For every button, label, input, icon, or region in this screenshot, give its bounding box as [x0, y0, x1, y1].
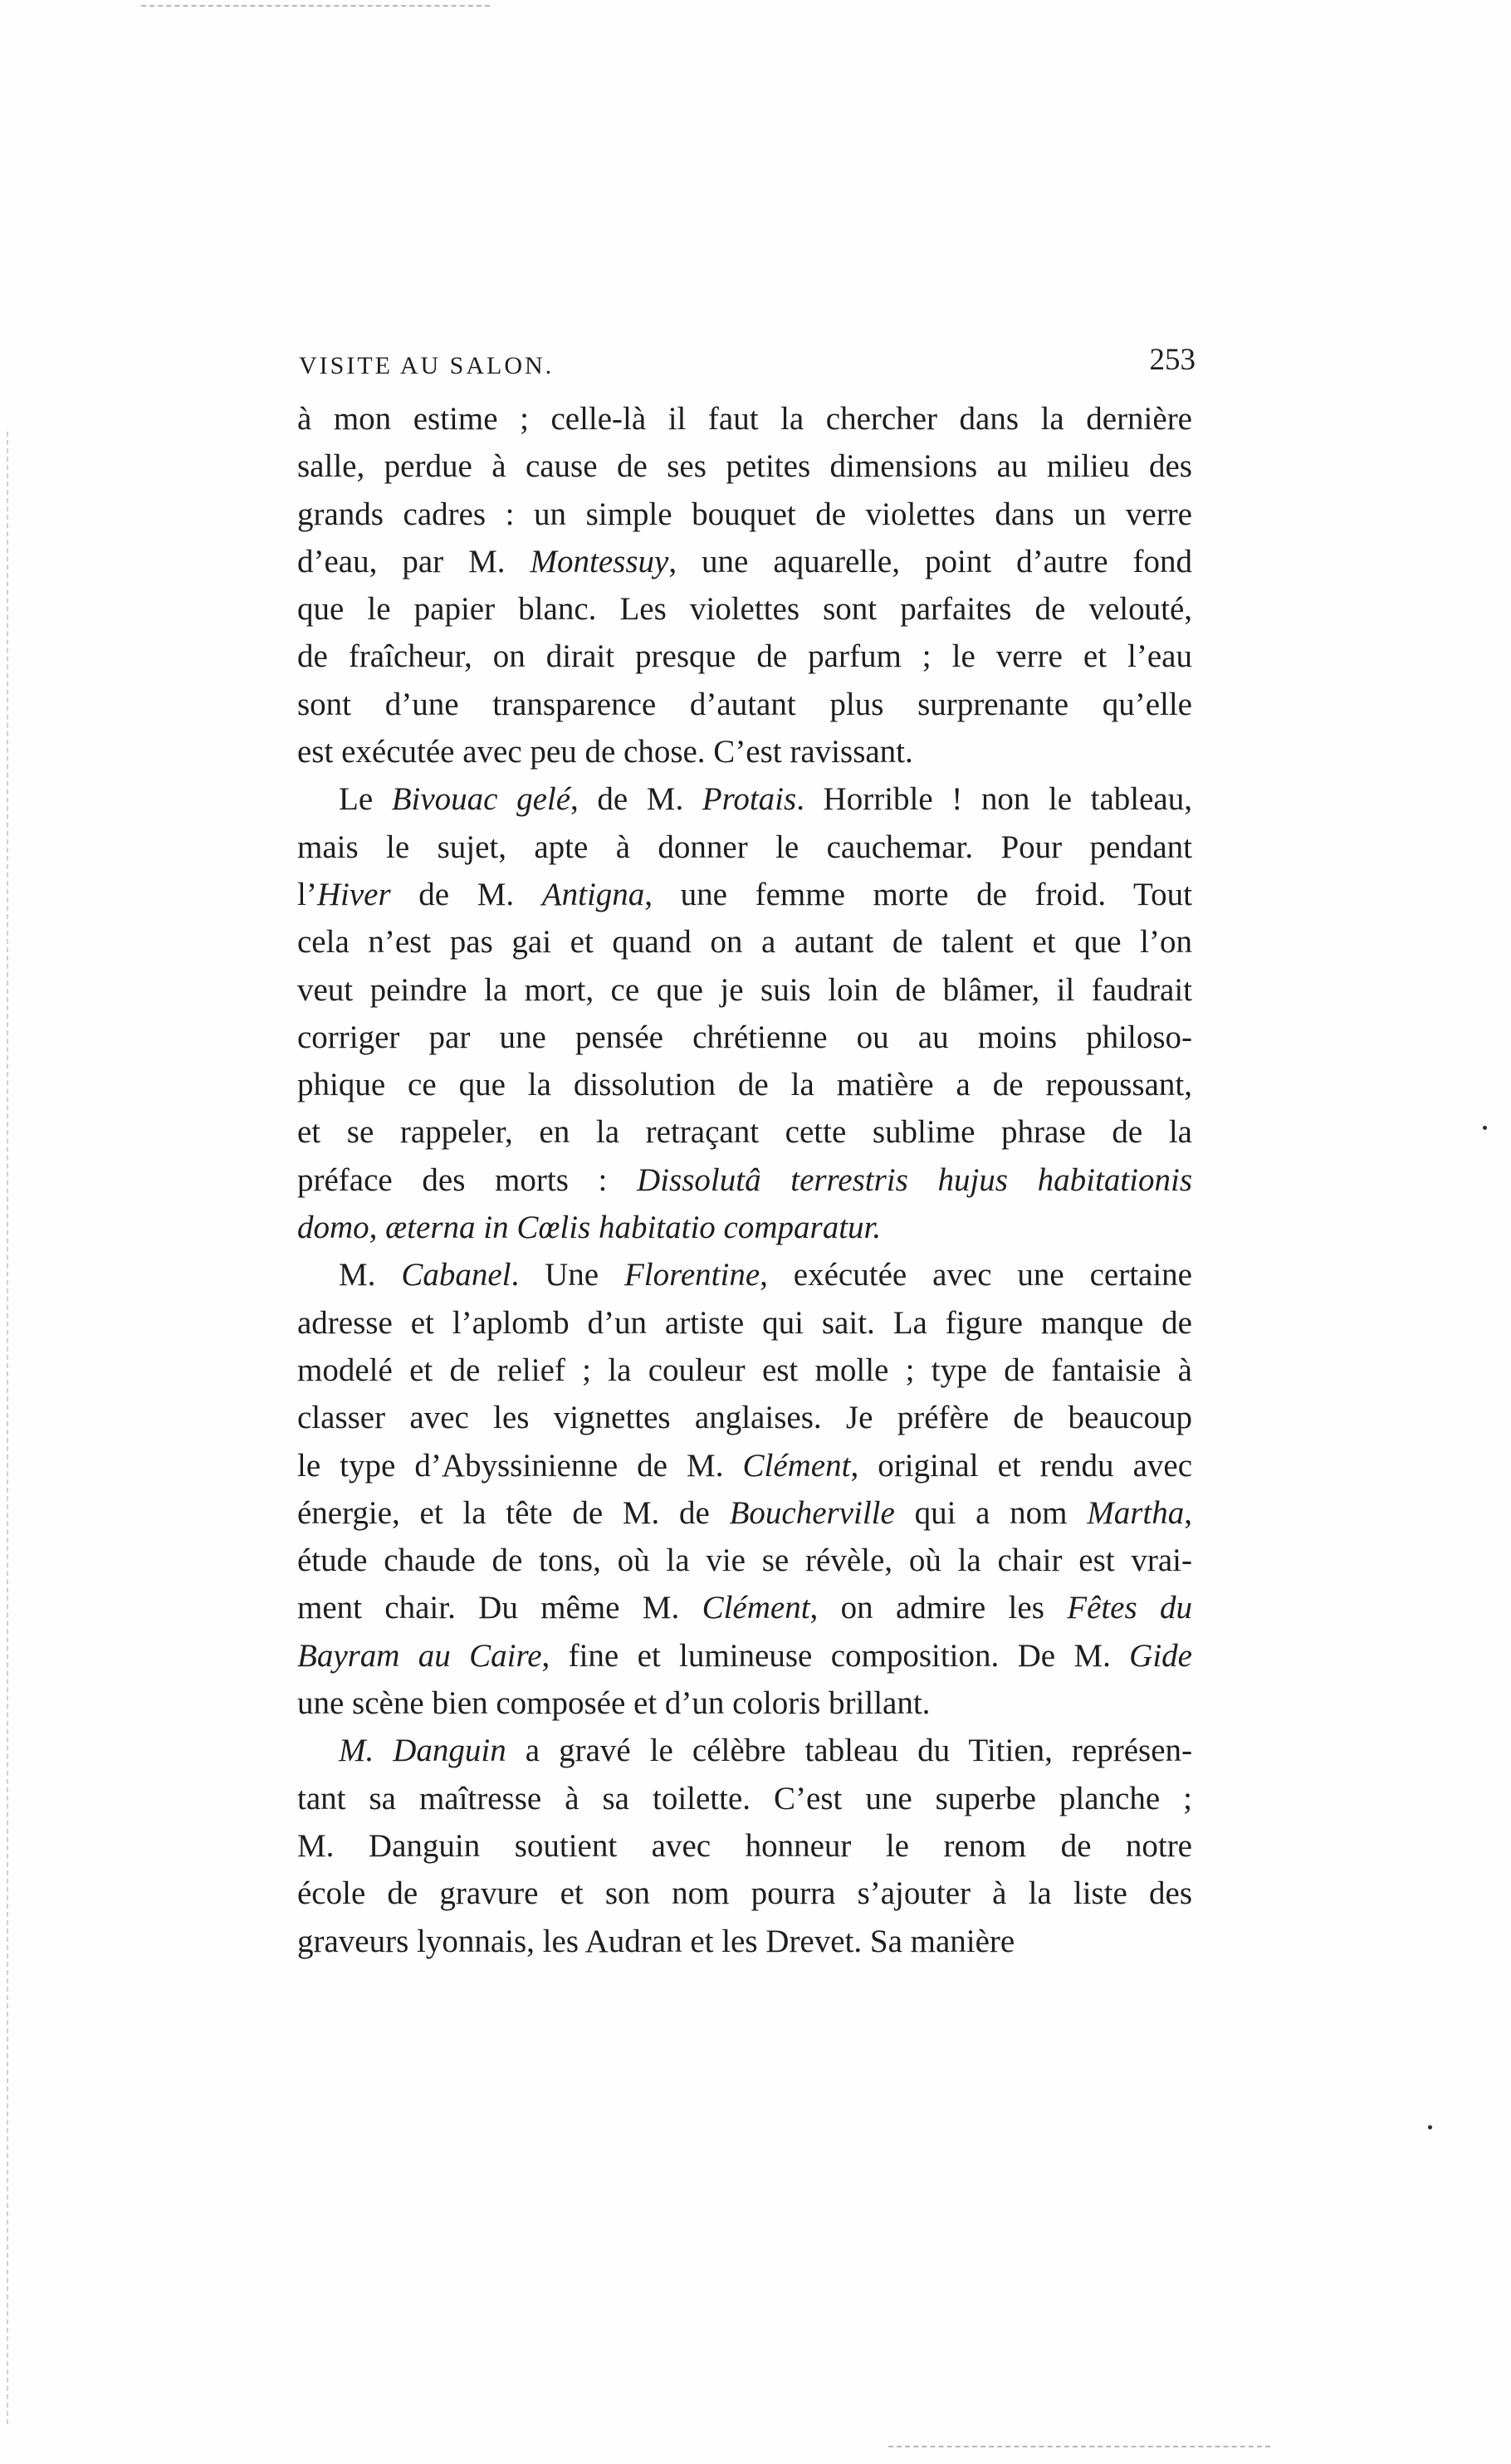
paragraph	[297, 1251, 1192, 1727]
text-line	[297, 824, 1192, 871]
text-line	[297, 1870, 1192, 1917]
paragraph	[297, 1727, 1192, 1964]
text-line	[297, 728, 1192, 775]
text-line	[297, 491, 1192, 538]
italic-text: Antigna	[541, 876, 645, 912]
text-line	[297, 918, 1192, 966]
text-line	[297, 871, 1192, 918]
text-run: , exécutée avec une certaine	[760, 1257, 1192, 1293]
text-run: qui a nom	[894, 1494, 1088, 1531]
italic-text: Hiver	[316, 876, 391, 912]
text-line	[297, 442, 1192, 490]
text-run: cela n’est pas gai et quand on a autant de talent et que l’on	[297, 924, 1192, 961]
text-run: préface des morts :	[297, 1161, 638, 1198]
text-run: et se rappeler, en la retraçant cette sublime phrase de la	[297, 1114, 1192, 1151]
text-line	[297, 1204, 1192, 1251]
text-run: adresse et l’aplomb d’un artiste qui sait. La figure manque de	[297, 1304, 1192, 1341]
text-line	[297, 1442, 1192, 1489]
scan-edge-bottom	[888, 2446, 1270, 2447]
italic-text: M. Danguin	[339, 1733, 506, 1769]
text-line	[297, 1775, 1192, 1822]
text-run: salle, perdue à cause de ses petites dimensions au milieu des	[297, 448, 1192, 485]
text-line	[297, 633, 1192, 680]
text-line	[297, 1299, 1192, 1347]
italic-text: Fêtes du	[1067, 1590, 1192, 1626]
text-run: d’eau, par M.	[297, 543, 531, 579]
text-line	[297, 775, 1192, 823]
body-text	[297, 395, 1192, 1965]
text-run: une scène bien composée et d’un coloris brillant.	[297, 1685, 931, 1722]
text-run: M.	[339, 1257, 402, 1293]
text-run: corriger par une pensée chrétienne ou au moins philoso-	[297, 1019, 1192, 1055]
text-run: ment chair. Du même M.	[297, 1590, 702, 1626]
text-line	[297, 1537, 1192, 1584]
text-run: modelé et de relief ; la couleur est molle ; type de fantaisie à	[297, 1352, 1192, 1388]
text-run: de fraîcheur, on dirait presque de parfum ; le verre et l’eau	[297, 638, 1192, 675]
italic-text: Boucherville	[729, 1494, 895, 1531]
running-head: VISITE AU SALON.	[299, 352, 555, 379]
italic-text: Bayram au Caire	[297, 1637, 542, 1674]
text-run: , fine et lumineuse composition. De M.	[541, 1637, 1130, 1674]
text-line	[297, 1108, 1192, 1156]
text-line	[297, 966, 1192, 1014]
text-run: de M.	[390, 876, 542, 912]
page-number: 253	[1149, 343, 1196, 377]
italic-text: domo, æterna in Cœlis habitatio comparatur.	[297, 1210, 882, 1246]
text-line	[297, 1584, 1192, 1631]
text-line	[297, 1727, 1192, 1774]
text-line	[297, 1822, 1192, 1870]
text-line	[297, 681, 1192, 728]
text-run: , une aquarelle, point d’autre fond	[668, 543, 1192, 579]
text-run: le type d’Abyssinienne de M.	[297, 1447, 743, 1484]
text-run: étude chaude de tons, où la vie se révèle, où la chair est vrai-	[297, 1542, 1192, 1579]
text-line	[297, 1061, 1192, 1108]
text-run: , de M.	[570, 781, 702, 818]
italic-text: Martha	[1087, 1494, 1185, 1531]
text-run: , on admire les	[809, 1590, 1068, 1626]
text-run: , original et rendu avec	[850, 1447, 1192, 1484]
text-run: l’	[297, 876, 317, 912]
ink-speck	[1428, 2125, 1432, 2129]
italic-text: Gide	[1129, 1637, 1192, 1674]
text-line	[297, 1632, 1192, 1679]
text-run: à mon estime ; celle-là il faut la chercher dans la dernière	[297, 401, 1192, 437]
ink-speck	[1483, 1126, 1487, 1130]
text-run: classer avec les vignettes anglaises. Je préfère de beaucoup	[297, 1400, 1192, 1436]
italic-text: Protais	[702, 781, 797, 818]
text-line	[297, 1347, 1192, 1394]
paragraph	[297, 775, 1192, 1251]
italic-text: Clément	[702, 1590, 810, 1626]
text-run: . Une	[511, 1257, 624, 1293]
text-run: tant sa maîtresse à sa toilette. C’est une superbe planche ;	[297, 1780, 1192, 1816]
text-run: sont d’une transparence d’autant plus surprenante qu’elle	[297, 686, 1192, 722]
paragraph	[297, 395, 1192, 775]
text-run: ,	[1184, 1494, 1192, 1531]
text-line	[297, 1679, 1192, 1727]
text-line	[297, 1251, 1192, 1298]
text-run: école de gravure et son nom pourra s’ajouter à la liste des	[297, 1875, 1192, 1912]
text-line	[297, 1489, 1192, 1537]
text-line	[297, 1918, 1192, 1965]
text-run: phique ce que la dissolution de la matière a de repoussant,	[297, 1067, 1192, 1103]
text-run: a gravé le célèbre tableau du Titien, représen-	[506, 1733, 1192, 1769]
scan-edge-left	[7, 432, 8, 2424]
text-line	[297, 395, 1192, 442]
italic-text: Montessuy	[530, 543, 669, 579]
text-run: graveurs lyonnais, les Audran et les Drevet. Sa manière	[297, 1923, 1015, 1959]
text-run: mais le sujet, apte à donner le cauchemar. Pour pendant	[297, 829, 1192, 865]
text-line	[297, 1014, 1192, 1061]
italic-text: Bivouac gelé	[391, 781, 571, 818]
text-line	[297, 1156, 1192, 1204]
italic-text: Dissolutâ terrestris hujus habitationis	[637, 1161, 1193, 1198]
text-run: veut peindre la mort, ce que je suis loin de blâmer, il faudrait	[297, 971, 1192, 1008]
text-run: Le	[339, 781, 392, 818]
italic-text: Clément	[742, 1447, 851, 1484]
text-run: énergie, et la tête de M. de	[297, 1494, 730, 1531]
page-header	[299, 339, 1196, 389]
text-line	[297, 1394, 1192, 1441]
text-run: est exécutée avec peu de chose. C’est ravissant.	[297, 734, 913, 770]
italic-text: Florentine	[623, 1257, 760, 1293]
scan-edge-top	[141, 5, 490, 7]
text-run: M. Danguin soutient avec honneur le renom de notre	[297, 1827, 1192, 1864]
text-line	[297, 585, 1192, 633]
text-run: grands cadres : un simple bouquet de violettes dans un verre	[297, 496, 1192, 532]
text-line	[297, 538, 1192, 585]
text-run: . Horrible ! non le tableau,	[796, 781, 1192, 818]
text-run: que le papier blanc. Les violettes sont parfaites de velouté,	[297, 591, 1192, 628]
text-run: , une femme morte de froid. Tout	[644, 876, 1192, 912]
italic-text: Cabanel	[401, 1257, 511, 1293]
